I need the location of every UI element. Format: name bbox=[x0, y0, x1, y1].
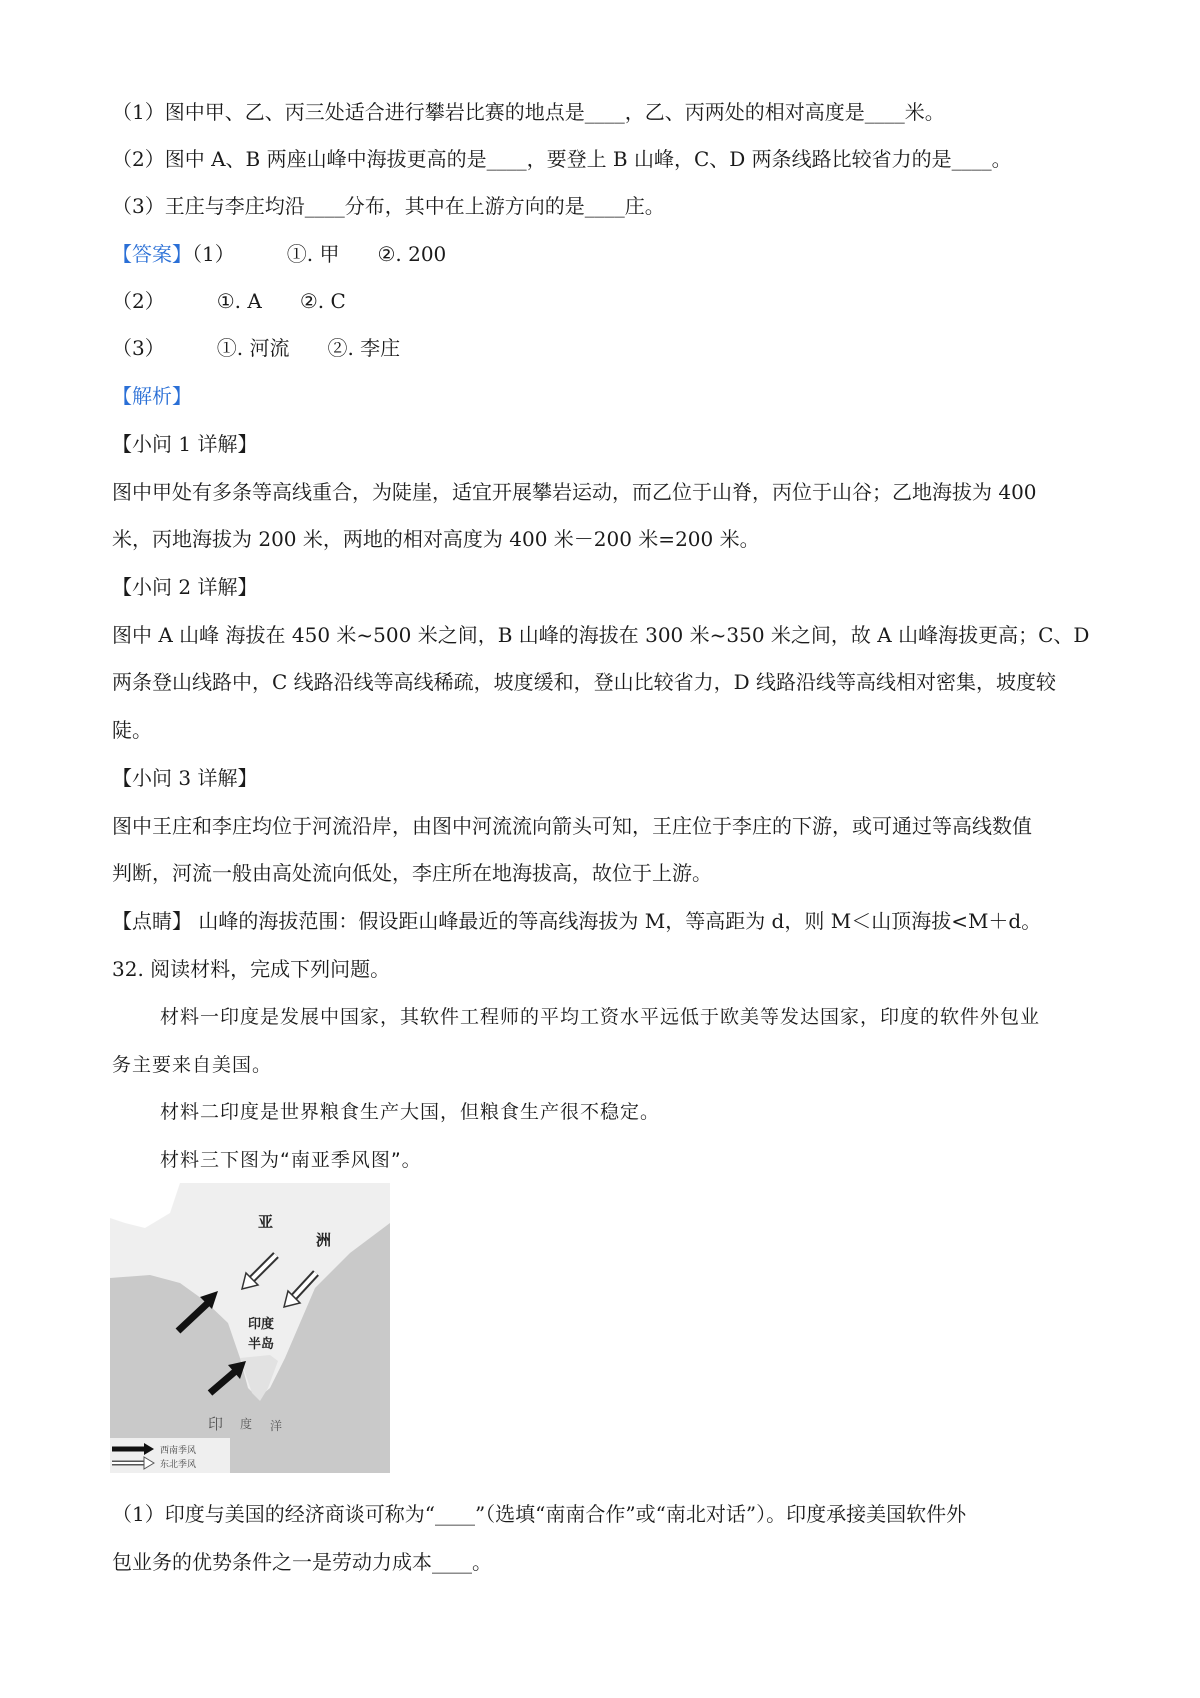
answer-1-num: （1） bbox=[192, 242, 235, 266]
section-1-line-2: 米，丙地海拔为 200 米，两地的相对高度为 400 米－200 米=200 米。 bbox=[112, 527, 760, 551]
answer-row-3 bbox=[112, 334, 400, 362]
section-2-line-1: 图中 A 山峰 海拔在 450 米~500 米之间，B 山峰的海拔在 300 米~350 米之间，故 A 山峰海拔更高；C、D bbox=[112, 623, 1090, 647]
analysis-tag: 【解析】 bbox=[112, 384, 192, 408]
map-label-bandao: 半岛 bbox=[248, 1337, 275, 1352]
map-label-yang: 洋 bbox=[270, 1419, 283, 1433]
section-3-title: 【小问 3 详解】 bbox=[112, 766, 258, 790]
question-3: （3）王庄与李庄均沿____分布，其中在上游方向的是____庄。 bbox=[112, 194, 665, 218]
legend-northeast-label: 东北季风 bbox=[160, 1460, 197, 1470]
material-1-line-1: 材料一印度是发展中国家，其软件工程师的平均工资水平远低于欧美等发达国家，印度的软件外包业 bbox=[160, 1006, 1041, 1028]
answer-3-num: （3） bbox=[112, 336, 165, 360]
material-3: 材料三下图为“南亚季风图”。 bbox=[160, 1149, 422, 1171]
answer-2-num: （2） bbox=[112, 289, 165, 313]
material-1-line-2: 务主要来自美国。 bbox=[112, 1054, 273, 1076]
answer-row-1 bbox=[112, 240, 446, 268]
answer-1-b: ②. 200 bbox=[377, 242, 447, 266]
southwest-monsoon-arrow-2 bbox=[210, 1361, 246, 1393]
q32-sub1-line-2: 包业务的优势条件之一是劳动力成本____。 bbox=[112, 1550, 492, 1574]
section-2-title: 【小问 2 详解】 bbox=[112, 575, 258, 599]
answer-2-b: ②. C bbox=[299, 289, 346, 313]
section-2-line-3: 陡。 bbox=[112, 718, 152, 742]
material-2: 材料二印度是世界粮食生产大国，但粮食生产很不稳定。 bbox=[160, 1101, 661, 1123]
section-3-line-1: 图中王庄和李庄均位于河流沿岸，由图中河流流向箭头可知，王庄位于李庄的下游，或可通过等高线数值 bbox=[112, 814, 1032, 838]
map-label-yin: 印 bbox=[208, 1415, 224, 1433]
q32-sub1-line-1: （1）印度与美国的经济商谈可称为“____”（选填“南南合作”或“南北对话”）。印度承接美国软件外 bbox=[112, 1502, 967, 1526]
q32-title: 32. 阅读材料，完成下列问题。 bbox=[112, 957, 391, 981]
section-3-line-2: 判断，河流一般由高处流向低处，李庄所在地海拔高，故位于上游。 bbox=[112, 861, 712, 885]
answer-tag: 【答案】 bbox=[112, 242, 192, 266]
legend-southwest-label: 西南季风 bbox=[160, 1446, 197, 1456]
section-1-line-1: 图中甲处有多条等高线重合，为陡崖，适宜开展攀岩运动，而乙位于山脊，丙位于山谷；乙地海拔为 400 bbox=[112, 480, 1037, 504]
section-2-line-2: 两条登山线路中，C 线路沿线等高线稀疏，坡度缓和，登山比较省力，D 线路沿线等高线相对密集，坡度较 bbox=[112, 670, 1057, 694]
tip-line: 【点睛】 山峰的海拔范围：假设距山峰最近的等高线海拔为 M，等高距为 d，则 M＜山顶海拔<M＋d。 bbox=[112, 909, 1042, 933]
answer-3-a: ①. 河流 bbox=[216, 336, 290, 360]
answer-3-b: ②. 李庄 bbox=[327, 336, 401, 360]
map-label-zhou: 洲 bbox=[316, 1231, 332, 1249]
southwest-monsoon-arrow-1 bbox=[178, 1291, 218, 1331]
answer-1-a: ①. 甲 bbox=[286, 242, 340, 266]
south-asia-monsoon-map bbox=[110, 1183, 390, 1473]
question-2: （2）图中 A、B 两座山峰中海拔更高的是____，要登上 B 山峰，C、D 两条线路比较省力的是____。 bbox=[112, 147, 1012, 171]
map-label-du: 度 bbox=[240, 1417, 253, 1431]
map-label-ya: 亚 bbox=[258, 1213, 274, 1231]
section-1-title: 【小问 1 详解】 bbox=[112, 432, 258, 456]
question-1: （1）图中甲、乙、丙三处适合进行攀岩比赛的地点是____，乙、丙两处的相对高度是____米。 bbox=[112, 100, 945, 124]
map-label-yindu: 印度 bbox=[248, 1317, 275, 1332]
answer-2-a: ①. A bbox=[216, 289, 262, 313]
answer-row-2 bbox=[112, 287, 346, 315]
